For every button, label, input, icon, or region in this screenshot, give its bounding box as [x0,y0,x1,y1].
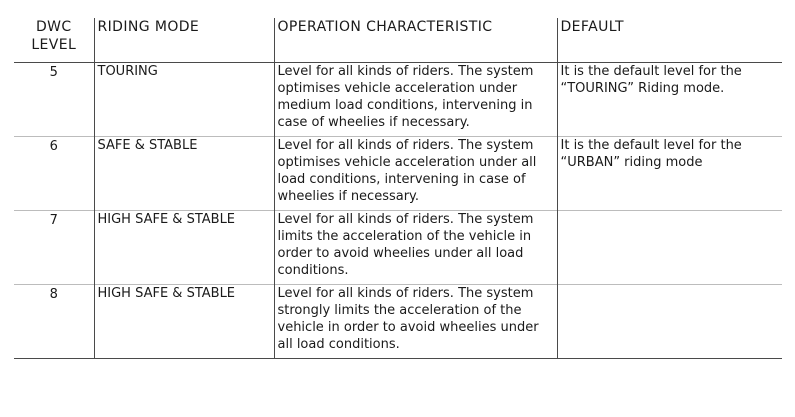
table-row [14,137,782,211]
cell-default [557,285,782,359]
header-dwc-level-line1: DWC [35,19,72,35]
cell-level [14,137,94,211]
level-value: 6 [49,139,58,154]
level-value: 5 [49,65,58,80]
cell-riding-mode: HIGH SAFE & STABLE [94,211,274,285]
cell-operation: Level for all kinds of riders. The system strongly limits the acceleration of the vehicle in order to avoid wheelies under all load conditions. [274,285,557,359]
cell-default [557,211,782,285]
header-dwc-level-line2: LEVEL [31,37,77,53]
table-row [14,211,782,285]
level-value: 8 [49,287,58,302]
table-row [14,285,782,359]
header-riding-mode: RIDING MODE [94,18,274,63]
cell-default: It is the default level for the “TOURING” Riding mode. [557,63,782,137]
cell-riding-mode: TOURING [94,63,274,137]
cell-level [14,285,94,359]
cell-riding-mode: HIGH SAFE & STABLE [94,285,274,359]
header-operation-characteristic: OPERATION CHARACTERISTIC [274,18,557,63]
level-value: 7 [49,213,58,228]
cell-riding-mode: SAFE & STABLE [94,137,274,211]
header-dwc-level [14,18,94,63]
table-header-row [14,18,782,63]
cell-operation: Level for all kinds of riders. The system limits the acceleration of the vehicle in order to avoid wheelies under all load conditions. [274,211,557,285]
cell-level [14,211,94,285]
cell-operation: Level for all kinds of riders. The system optimises vehicle acceleration under medium load conditions, intervening in case of wheelies if necessary. [274,63,557,137]
table-row [14,63,782,137]
cell-operation: Level for all kinds of riders. The system optimises vehicle acceleration under all load conditions, intervening in case of wheelies if necessary. [274,137,557,211]
cell-default: It is the default level for the “URBAN” riding mode [557,137,782,211]
cell-level [14,63,94,137]
dwc-level-table [14,18,782,359]
header-default: DEFAULT [557,18,782,63]
